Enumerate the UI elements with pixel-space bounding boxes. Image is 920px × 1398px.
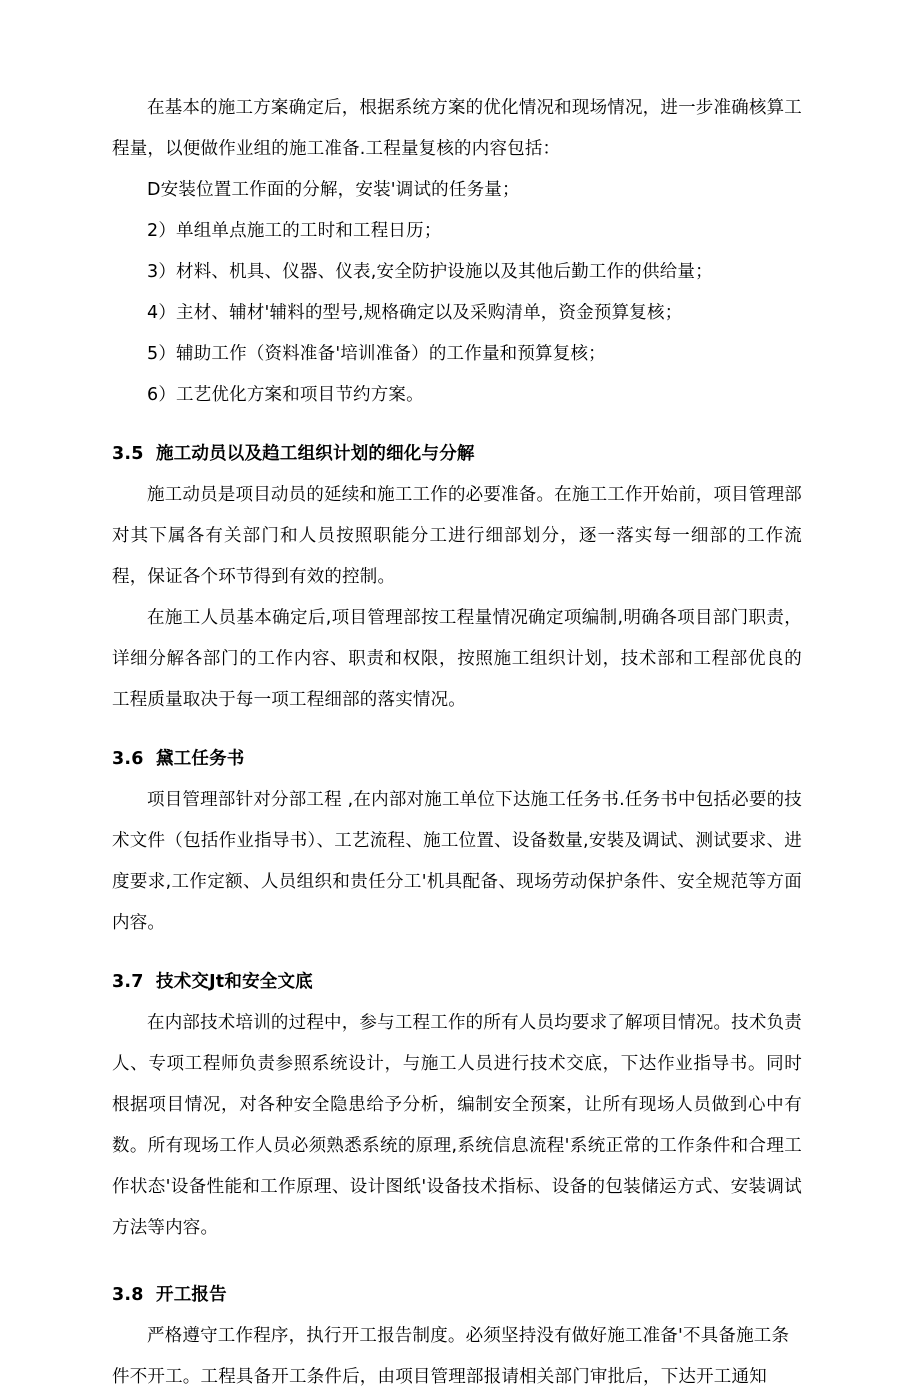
section-title: 黛工任务书 — [156, 749, 245, 769]
section-title: 技术交Jt和安全文底 — [156, 972, 313, 992]
paragraph: 项目管理部针对分部工程 ,在内部对施工单位下达施工任务书.任务书中包括必要的技术文件（包括作业指导书）、工艺流程、施工位置、设备数量,安裝及调试、测试要求、进度要求,工作定额、人员组织和贵任分工'机具配备、现场劳动保护条件、安全规范等方面内容。 — [112, 790, 802, 933]
section-heading-3-6 — [112, 739, 802, 780]
paragraph: 在施工人员基本确定后,项目管理部按工程量情况确定项编制,明确各项目部门职责，详细分解各部门的工作内容、职责和权限，按照施工组织计划，技术部和工程部优良的工程质量取决于每一项工程细部的落实情况。 — [112, 608, 802, 710]
section-number: 3.7 — [112, 972, 144, 992]
paragraph: 施工动员是项目动员的延续和施工工作的必要准备。在施工工作开始前，项目管理部对其下属各有关部门和人员按照职能分工进行细部划分，逐一落实每一细部的工作流程，保证各个环节得到有效的控制。 — [112, 485, 802, 587]
list-item: 3）材料、机具、仪器、仪表,安全防护设施以及其他后勤工作的供给量； — [147, 262, 713, 282]
section-number: 3.8 — [112, 1285, 144, 1305]
section-heading-3-8 — [112, 1275, 802, 1316]
list-item: D安装位置工作面的分解，安装'调试的任务量； — [147, 180, 520, 200]
section-number: 3.5 — [112, 444, 144, 464]
spacer — [112, 944, 802, 962]
list-item: 4）主材、辅材'辅料的型号,规格确定以及采购清单，资金预算复核； — [147, 303, 683, 323]
section-title: 开工报告 — [156, 1285, 227, 1305]
spacer — [112, 721, 802, 739]
spacer — [112, 416, 802, 434]
spacer — [112, 1249, 802, 1275]
list-item: 6）工艺优化方案和项目节约方案。 — [147, 385, 424, 405]
section-heading-3-5 — [112, 434, 802, 475]
document-body — [112, 88, 802, 1398]
paragraph: 在基本的施工方案确定后，根据系统方案的优化情况和现场情况，进一步准确核算工程量，以便做作业组的施工准备.工程量复核的内容包括： — [112, 98, 802, 159]
paragraph: 严格遵守工作程序，执行开工报告制度。必须坚持没有做好施工准备'不具备施工条 — [147, 1326, 790, 1346]
list-item: 2）单组单点施工的工时和工程日历； — [147, 221, 442, 241]
section-heading-3-7 — [112, 962, 802, 1003]
section-number: 3.6 — [112, 749, 144, 769]
paragraph: 在内部技术培训的过程中，参与工程工作的所有人员均要求了解项目情况。技术负责人、专项工程师负责参照系统设计，与施工人员进行技术交底，下达作业指导书。同时根据项目情况，对各种安全隐患给予分析，编制安全预案，让所有现场人员做到心中有数。所有现场工作人员必须熟悉系统的原理,系统信息流程'系统正常的工作条件和合理工作状态'设备性能和工作原理、设计图纸'设备技术指标、设备的包装储运方式、安装调试方法等内容。 — [112, 1013, 802, 1238]
section-title: 施工动员以及趋工组织计划的细化与分解 — [156, 444, 475, 464]
paragraph: 件不开工。工程具备开工条件后，由项目管理部报请相关部门审批后，下达开工通知 — [112, 1367, 767, 1387]
list-item: 5）辅助工作（资料准备'培训准备）的工作量和预算复核； — [147, 344, 606, 364]
